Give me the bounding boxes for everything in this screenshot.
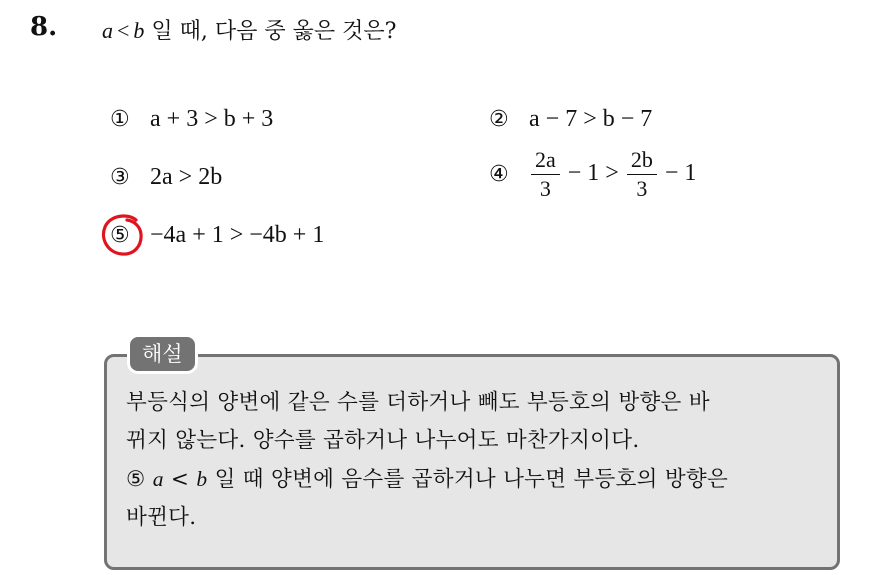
fraction-denominator: 3 [636,176,648,201]
fraction-denominator: 3 [539,176,551,201]
var-b: b [133,18,145,43]
solution-line-1: 부등식의 양변에 같은 수를 더하거나 빼도 부등호의 방향은 바 [126,390,710,415]
fraction-numerator: 2b [627,147,657,175]
fraction-2b-over-3 [627,147,657,202]
option-1-expression: a + 3 > b + 3 [150,106,274,132]
var-a: a [102,18,113,43]
question-text-rest: 일 때, 다음 중 옳은 것은? [144,19,397,44]
option-5-expression: −4a + 1 > −4b + 1 [150,222,325,248]
option-1-marker: ① [110,107,130,132]
solution-line-3 [126,460,826,499]
solution-less-than: < [170,467,190,492]
solution-label: 해설 [130,337,195,371]
option-4[interactable] [489,147,696,202]
option-4-middle: − 1 > [567,160,619,187]
solution-line-2: 뀌지 않는다. 양수를 곱하거나 나누어도 마찬가지이다. [126,428,640,453]
solution-choice-marker: ⑤ [126,467,146,492]
option-5[interactable] [110,222,324,249]
option-4-end: − 1 [664,160,697,187]
solution-text [126,384,826,537]
fraction-numerator: 2a [531,147,560,175]
option-4-marker: ④ [489,162,509,187]
fraction-2a-over-3 [531,147,560,202]
solution-line-3-rest: 일 때 양변에 음수를 곱하거나 나누면 부등호의 방향은 [207,467,729,492]
option-5-marker: ⑤ [110,223,130,248]
option-4-expression [529,147,696,202]
less-than-sign: < [117,18,130,43]
solution-var-b: b [196,467,208,491]
option-2-marker: ② [489,107,509,132]
solution-var-a: a [152,467,164,491]
question-text [102,14,396,45]
question-number: 8. [30,12,58,42]
option-2[interactable] [489,106,652,133]
option-3-marker: ③ [110,165,130,190]
option-2-expression: a − 7 > b − 7 [529,106,653,132]
solution-line-4: 바뀐다. [126,505,197,530]
option-3[interactable] [110,164,222,191]
option-3-expression: 2a > 2b [150,164,223,190]
option-1[interactable] [110,106,273,133]
